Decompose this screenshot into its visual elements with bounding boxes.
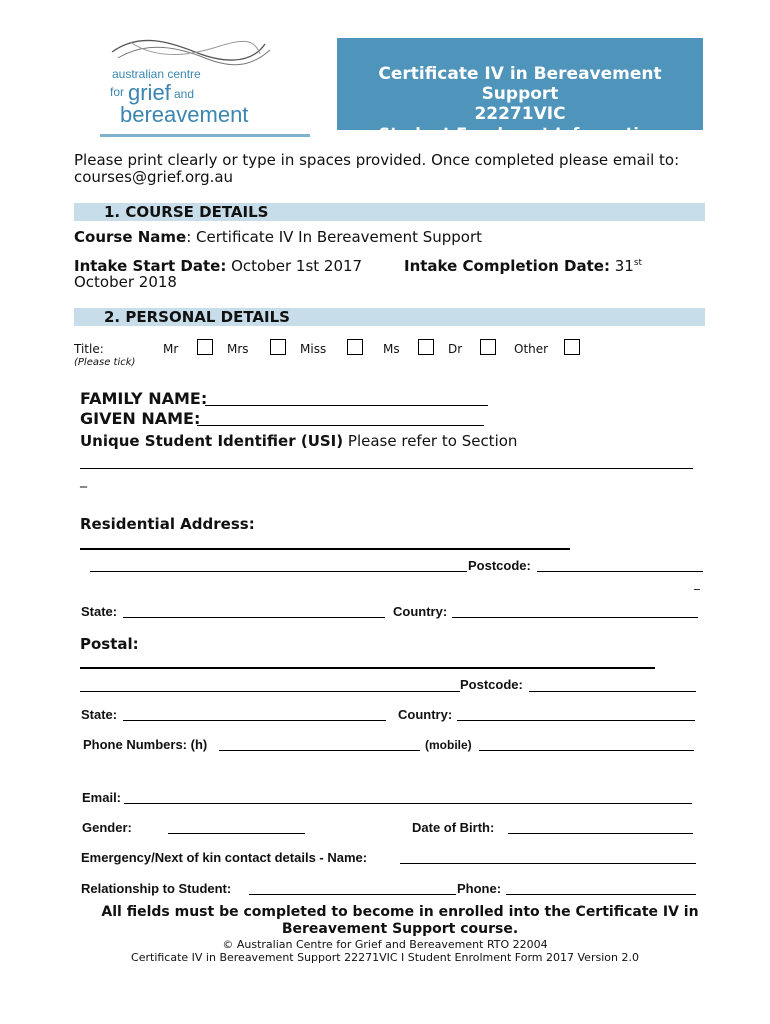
svg-text:grief: grief <box>128 80 171 105</box>
intake-completion-row: Intake Completion Date: 31st <box>404 257 643 275</box>
please-tick-note: (Please tick) <box>74 357 136 368</box>
checkbox-other[interactable] <box>564 339 580 355</box>
gender-label: Gender: <box>82 820 132 835</box>
svg-text:bereavement: bereavement <box>120 102 249 127</box>
residential-postcode-label: Postcode: <box>468 558 531 573</box>
postal-postcode-label: Postcode: <box>460 677 523 692</box>
emergency-phone-field[interactable] <box>506 894 696 895</box>
phone-mobile-field[interactable] <box>479 750 694 751</box>
emergency-contact-label: Emergency/Next of kin contact details - Name: <box>81 850 368 865</box>
checkbox-dr[interactable] <box>480 339 496 355</box>
dob-label: Date of Birth: <box>412 820 495 835</box>
phone-home-field[interactable] <box>219 750 420 751</box>
postal-address-label: Postal: <box>80 635 139 653</box>
relationship-field[interactable] <box>249 894 456 895</box>
usi-field[interactable] <box>80 468 693 469</box>
residential-state-field[interactable] <box>123 617 385 618</box>
given-name-field[interactable] <box>197 425 484 426</box>
residential-address-line1[interactable] <box>80 548 570 550</box>
postal-state-field[interactable] <box>123 720 386 721</box>
svg-text:australian centre: australian centre <box>112 67 201 81</box>
given-name-label: GIVEN NAME: <box>80 409 201 428</box>
logo-divider <box>100 134 310 137</box>
intro-instructions: Please print clearly or type in spaces provided. Once completed please email to: courses@grief.org.au <box>74 151 680 186</box>
intake-completion-year: October 2018 <box>74 273 177 291</box>
form-identifier: Certificate IV in Bereavement Support 22271VIC I Student Enrolment Form 2017 Version 2.0 <box>131 951 639 964</box>
title-option-other: Other <box>514 342 549 356</box>
usi-continuation: _ <box>80 472 87 488</box>
family-name-field[interactable] <box>205 405 488 406</box>
title-option-dr: Dr <box>448 342 463 356</box>
residential-postcode-field[interactable] <box>537 571 703 572</box>
dob-field[interactable] <box>508 833 693 834</box>
copyright-line: © Australian Centre for Grief and Bereavement RTO 22004 <box>222 938 548 951</box>
title-line-4: Student Enrolment Information <box>378 124 662 143</box>
mobile-label: (mobile) <box>425 738 472 752</box>
usi-row: Unique Student Identifier (USI) Please refer to Section <box>80 432 518 450</box>
course-name-row: Course Name: Certificate IV In Bereavement Support <box>74 228 483 246</box>
section-course-details: 1. COURSE DETAILS <box>74 203 705 221</box>
postal-postcode-field[interactable] <box>529 691 696 692</box>
residential-address-line2[interactable] <box>90 571 467 572</box>
intake-start-row: Intake Start Date: October 1st 2017 <box>74 257 363 275</box>
title-option-mr: Mr <box>163 342 179 356</box>
checkbox-mr[interactable] <box>197 339 213 355</box>
title-line-2: Support <box>481 84 559 104</box>
phone-label: Phone Numbers: (h) <box>83 737 208 752</box>
residential-postcode-continuation: _ <box>694 576 700 590</box>
svg-text:and: and <box>174 87 195 101</box>
organisation-logo <box>100 32 310 140</box>
logo-wave-icon <box>100 32 310 132</box>
residential-state-label: State: <box>81 604 118 619</box>
relationship-label: Relationship to Student: <box>81 881 232 896</box>
family-name-label: FAMILY NAME: <box>80 389 208 408</box>
title-line-3: 22271VIC <box>474 104 566 124</box>
postal-country-label: Country: <box>398 707 453 722</box>
checkbox-ms[interactable] <box>418 339 434 355</box>
postal-state-label: State: <box>81 707 118 722</box>
checkbox-miss[interactable] <box>347 339 363 355</box>
title-option-mrs: Mrs <box>227 342 249 356</box>
residential-country-label: Country: <box>393 604 448 619</box>
svg-text:for: for <box>110 85 125 99</box>
email-field[interactable] <box>124 803 692 804</box>
residential-country-field[interactable] <box>452 617 698 618</box>
title-label: Title: <box>74 342 104 356</box>
title-line-1: Certificate IV in Bereavement <box>378 64 662 84</box>
emergency-phone-label: Phone: <box>457 881 502 896</box>
gender-field[interactable] <box>168 833 305 834</box>
title-option-ms: Ms <box>383 342 400 356</box>
section-personal-details: 2. PERSONAL DETAILS <box>74 308 705 326</box>
email-label: Email: <box>82 790 122 805</box>
postal-address-line2[interactable] <box>80 691 460 692</box>
document-title-box <box>337 38 703 143</box>
postal-address-line1[interactable] <box>80 667 655 669</box>
checkbox-mrs[interactable] <box>270 339 286 355</box>
title-option-miss: Miss <box>300 342 327 356</box>
emergency-contact-field[interactable] <box>400 863 696 864</box>
postal-country-field[interactable] <box>457 720 695 721</box>
residential-address-label: Residential Address: <box>80 515 255 533</box>
completion-note: All fields must be completed to become in enrolled into the Certificate IV in Bereavement Support course. <box>101 904 699 937</box>
